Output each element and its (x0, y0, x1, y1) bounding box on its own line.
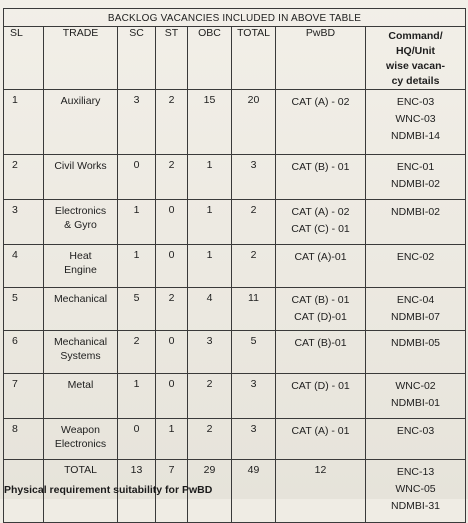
totals-st: 7 (156, 460, 188, 523)
cell-sc: 1 (118, 200, 156, 245)
cell-st: 1 (156, 419, 188, 460)
table-row (4, 155, 466, 200)
cell-sl: 2 (4, 155, 44, 200)
cell-st: 0 (156, 331, 188, 374)
totals-total: 49 (232, 460, 276, 523)
cell-sl: 6 (4, 331, 44, 374)
cell-sc: 1 (118, 374, 156, 419)
cell-pwbd: CAT (A) - 02 CAT (C) - 01 (276, 200, 366, 245)
cell-command: ENC-04 NDMBI-07 (366, 288, 466, 331)
cell-sc: 2 (118, 331, 156, 374)
table-row (4, 245, 466, 288)
totals-pwbd: 12 (276, 460, 366, 523)
cell-total: 2 (232, 200, 276, 245)
totals-command: ENC-13 WNC-05 NDMBI-31 (366, 460, 466, 523)
cell-command: ENC-03 (366, 419, 466, 460)
cell-total: 2 (232, 245, 276, 288)
header-row (4, 27, 466, 90)
cell-pwbd: CAT (B) - 01 (276, 155, 366, 200)
cell-trade: Weapon Electronics (44, 419, 118, 460)
cell-st: 2 (156, 155, 188, 200)
cell-trade: Mechanical Systems (44, 331, 118, 374)
cell-command: ENC-01 NDMBI-02 (366, 155, 466, 200)
cell-obc: 4 (188, 288, 232, 331)
cell-command: NDMBI-05 (366, 331, 466, 374)
cell-trade: Metal (44, 374, 118, 419)
header-trade: TRADE (44, 27, 118, 90)
cell-obc: 1 (188, 155, 232, 200)
cell-obc: 1 (188, 245, 232, 288)
cell-pwbd: CAT (A) - 02 (276, 90, 366, 155)
header-st: ST (156, 27, 188, 90)
cell-sl: 1 (4, 90, 44, 155)
cell-command: WNC-02 NDMBI-01 (366, 374, 466, 419)
cell-st: 2 (156, 90, 188, 155)
cell-sc: 5 (118, 288, 156, 331)
cell-st: 0 (156, 200, 188, 245)
cell-command: ENC-03 WNC-03 NDMBI-14 (366, 90, 466, 155)
cell-sl: 8 (4, 419, 44, 460)
cell-total: 3 (232, 155, 276, 200)
cell-st: 0 (156, 245, 188, 288)
table-row (4, 331, 466, 374)
cell-total: 5 (232, 331, 276, 374)
cell-obc: 15 (188, 90, 232, 155)
table-row (4, 374, 466, 419)
backlog-vacancies-table (3, 8, 466, 523)
cell-sc: 1 (118, 245, 156, 288)
cell-sc: 3 (118, 90, 156, 155)
table-title: BACKLOG VACANCIES INCLUDED IN ABOVE TABLE (4, 9, 466, 27)
cell-command: NDMBI-02 (366, 200, 466, 245)
cell-sl: 3 (4, 200, 44, 245)
cell-pwbd: CAT (A) - 01 (276, 419, 366, 460)
cell-trade: Mechanical (44, 288, 118, 331)
cell-obc: 2 (188, 374, 232, 419)
totals-obc: 29 (188, 460, 232, 523)
cell-sl: 5 (4, 288, 44, 331)
cell-sl: 7 (4, 374, 44, 419)
table-row (4, 90, 466, 155)
header-sl: SL (4, 27, 44, 90)
table-row (4, 288, 466, 331)
header-pwbd: PwBD (276, 27, 366, 90)
cell-trade: Electronics & Gyro (44, 200, 118, 245)
cell-total: 20 (232, 90, 276, 155)
cell-trade: Heat Engine (44, 245, 118, 288)
cell-st: 2 (156, 288, 188, 331)
cell-total: 3 (232, 419, 276, 460)
cell-total: 11 (232, 288, 276, 331)
cell-obc: 2 (188, 419, 232, 460)
cell-pwbd: CAT (B) - 01 CAT (D)-01 (276, 288, 366, 331)
cell-sc: 0 (118, 419, 156, 460)
cell-obc: 3 (188, 331, 232, 374)
cell-obc: 1 (188, 200, 232, 245)
cell-trade: Civil Works (44, 155, 118, 200)
cell-pwbd: CAT (B)-01 (276, 331, 366, 374)
table-row (4, 200, 466, 245)
header-sc: SC (118, 27, 156, 90)
totals-sc: 13 (118, 460, 156, 523)
cell-total: 3 (232, 374, 276, 419)
cell-sc: 0 (118, 155, 156, 200)
totals-label: TOTAL (44, 460, 118, 523)
cell-command: ENC-02 (366, 245, 466, 288)
cell-pwbd: CAT (A)-01 (276, 245, 366, 288)
header-command: Command/ HQ/Unit wise vacan- cy details (366, 27, 466, 90)
cell-trade: Auxiliary (44, 90, 118, 155)
table-row (4, 419, 466, 460)
footer-heading: Physical requirement suitability for PwBD (4, 484, 213, 496)
cell-sl: 4 (4, 245, 44, 288)
header-obc: OBC (188, 27, 232, 90)
header-total: TOTAL (232, 27, 276, 90)
cell-pwbd: CAT (D) - 01 (276, 374, 366, 419)
cell-st: 0 (156, 374, 188, 419)
